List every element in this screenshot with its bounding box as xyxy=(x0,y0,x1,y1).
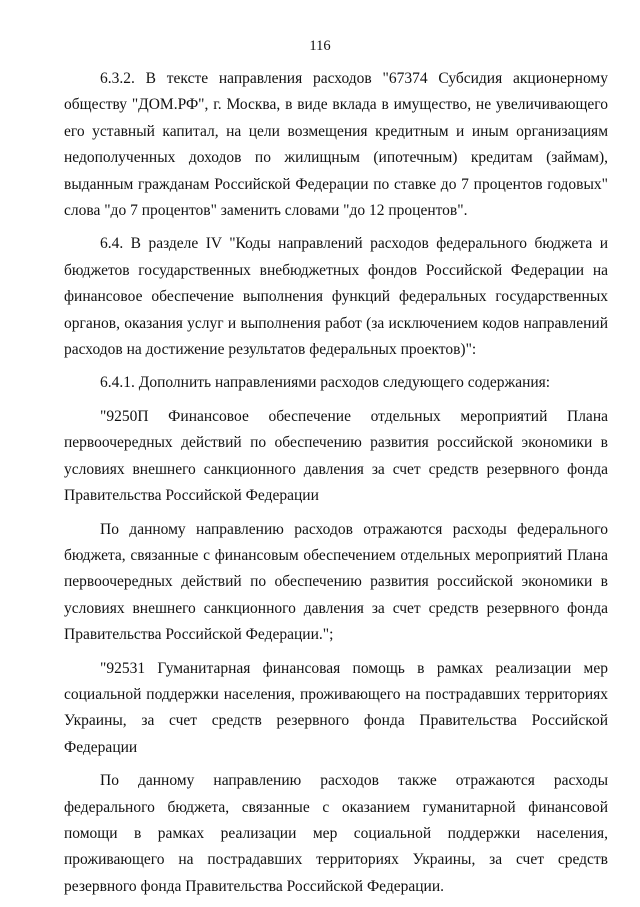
expense-code-9250p: "9250П Финансовое обеспечение отдельных мероприятий Плана первоочередных действий по обеспечению развития российской экономики в условиях внешнего санкционного давления за счет средств резервного фонда Правительства Российской Федерации xyxy=(64,407,608,505)
document-body xyxy=(64,66,608,907)
paragraph-6-4-1: 6.4.1. Дополнить направлениями расходов следующего содержания: xyxy=(100,374,551,392)
paragraph-6-4: 6.4. В разделе IV "Коды направлений расходов федерального бюджета и бюджетов государственных внебюджетных фондов Российской Федерации на финансовое обеспечение выполнения функций федеральных государственных органов, оказания услуг и выполнения работ (за исключением кодов направлений расходов на достижение результатов федеральных проектов)": xyxy=(64,235,608,359)
page-bottom-edge xyxy=(0,898,640,905)
paragraph-6-3-2: 6.3.2. В тексте направления расходов "67374 Субсидия акционерному обществу "ДОМ.РФ", г. Москва, в виде вклада в имущество, не увеличивающего его уставный капитал, на цели возмещения кредитным и иным организациям недополученных доходов по жилищным (ипотечным) кредитам (займам), выданным гражданам Российской Федерации по ставке до 7 процентов годовых" слова "до 7 процентов" заменить словами "до 12 процентов". xyxy=(64,70,608,220)
expense-code-92531-description: По данному направлению расходов также отражаются расходы федерального бюджета, связанные с оказанием гуманитарной финансовой помощи в рамках реализации мер социальной поддержки населения, проживающего на пострадавших территориях Украины, за счет средств резервного фонда Правительства Российской Федерации. xyxy=(64,772,608,895)
page-number: 116 xyxy=(309,38,331,54)
expense-code-9250p-description: По данному направлению расходов отражаются расходы федерального бюджета, связанные с финансовым обеспечением отдельных мероприятий Плана первоочередных действий по обеспечению развития российской экономики в условиях внешнего санкционного давления за счет средств резервного фонда Правительства Российской Федерации."; xyxy=(64,520,608,644)
expense-code-92531: "92531 Гуманитарная финансовая помощь в рамках реализации мер социальной поддержки населения, проживающего на пострадавших территориях Украины, за счет средств резервного фонда Правительства Российской Федерации xyxy=(64,659,608,756)
